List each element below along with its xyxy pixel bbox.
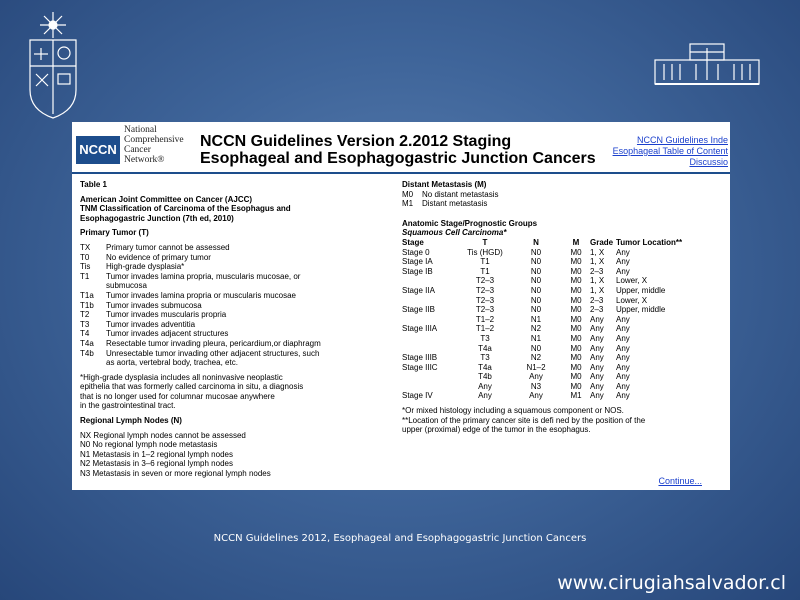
- guidelines-index-link[interactable]: NCCN Guidelines Inde: [636, 135, 728, 145]
- table-cell: Any: [590, 372, 604, 382]
- table-cell: N0: [530, 295, 542, 305]
- list-item: T4 Tumor invades adjacent structures: [80, 329, 229, 339]
- table-cell: Any: [616, 266, 630, 276]
- website-url: www.cirugiahsalvador.cl: [557, 572, 786, 594]
- table-cell: Stage IIIB: [402, 353, 438, 363]
- table-cell: Any: [616, 391, 630, 401]
- table-cell: [402, 382, 460, 392]
- header-links: [613, 135, 728, 168]
- building-logo-icon: [652, 40, 762, 88]
- table-cell: Any: [590, 353, 604, 363]
- list-item: as aorta, vertebral body, trachea, etc.: [106, 358, 238, 368]
- table-cell: N0: [530, 285, 542, 295]
- table-cell: N2: [530, 324, 542, 334]
- list-item: N0 No regional lymph node metastasis: [80, 440, 218, 450]
- table-row: [402, 286, 716, 296]
- table-cell: Any: [529, 372, 543, 382]
- list-item: Tis High-grade dysplasia*: [80, 262, 185, 272]
- table-cell: M0: [570, 353, 582, 363]
- table-row: [402, 276, 716, 286]
- title-line-2: Esophageal and Esophagogastric Junction Cancers: [200, 150, 596, 167]
- list-item: T1 Tumor invades lamina propria, muscularis mucosae, or: [80, 271, 301, 281]
- table-cell: N0: [530, 266, 542, 276]
- list-item: TX Primary tumor cannot be assessed: [80, 242, 230, 252]
- table-cell: 2–3: [590, 266, 604, 276]
- table-cell: N0: [530, 276, 542, 286]
- table-cell: Any: [616, 381, 630, 391]
- table-cell: T2–3: [475, 276, 495, 286]
- org-line: Comprehensive: [124, 135, 184, 145]
- table-row: [402, 334, 716, 344]
- table-cell: N0: [530, 343, 542, 353]
- table-cell: Any: [616, 257, 630, 267]
- table-cell: [402, 276, 460, 286]
- table-cell: T2–3: [475, 295, 495, 305]
- table-cell: Any: [590, 333, 604, 343]
- list-item: T1b Tumor invades submucosa: [80, 300, 202, 310]
- table-cell: Any: [616, 362, 630, 372]
- organization-name: [124, 125, 184, 165]
- table-row: [402, 248, 716, 258]
- table-cell: Stage IV: [402, 391, 433, 401]
- table-cell: Stage IA: [402, 257, 433, 267]
- table-cell: Any: [616, 324, 630, 334]
- table-cell: Stage IIIC: [402, 362, 438, 372]
- nccn-staging-document: [72, 122, 730, 490]
- table-cell: Any: [590, 381, 604, 391]
- table-cell: T1: [480, 266, 490, 276]
- table-cell: T3: [480, 353, 490, 363]
- table-cell: Upper, middle: [616, 285, 666, 295]
- table-row: [402, 324, 716, 334]
- table-row: [402, 315, 716, 325]
- table-cell: N3: [530, 381, 542, 391]
- table-cell: Stage IIA: [402, 285, 435, 295]
- table-cell: Any: [590, 362, 604, 372]
- table-cell: Any: [590, 391, 604, 401]
- list-item: submucosa: [106, 281, 147, 291]
- table-row: [402, 267, 716, 277]
- table-cell: Any: [478, 391, 492, 401]
- table-cell: Stage IIIA: [402, 324, 438, 334]
- table-cell: M1: [570, 391, 582, 401]
- table-cell: [402, 372, 460, 382]
- table-cell: 1, X: [590, 247, 605, 257]
- table-cell: Upper, middle: [616, 305, 666, 315]
- table-cell: [402, 344, 460, 354]
- table-cell: Any: [616, 247, 630, 257]
- table-cell: 1, X: [590, 257, 605, 267]
- table-cell: Any: [616, 333, 630, 343]
- ajcc-heading-line: Esophagogastric Junction (7th ed, 2010): [80, 213, 234, 223]
- title-line-1: NCCN Guidelines Version 2.2012 Staging: [200, 133, 512, 150]
- table-cell: M0: [570, 372, 582, 382]
- table-cell: Stage IIB: [402, 305, 435, 315]
- primary-tumor-heading: Primary Tumor (T): [80, 228, 149, 238]
- table-cell: Any: [590, 314, 604, 324]
- table-cell: Lower, X: [616, 276, 648, 286]
- table-cell: Any: [616, 353, 630, 363]
- table-cell: Any: [590, 324, 604, 334]
- org-line: Cancer: [124, 145, 151, 155]
- table-cell: Stage IB: [402, 266, 433, 276]
- header-divider: [72, 172, 730, 174]
- nccn-logo: NCCN: [76, 136, 120, 164]
- table-cell: M0: [570, 305, 582, 315]
- table-cell: 1, X: [590, 285, 605, 295]
- university-crest-icon: [24, 10, 82, 122]
- table-cell: M0: [570, 295, 582, 305]
- table-cell: Any: [616, 314, 630, 324]
- table-row: [402, 257, 716, 267]
- list-item: N3 Metastasis in seven or more regional lymph nodes: [80, 469, 271, 479]
- table-cell: Any: [478, 381, 492, 391]
- table-row: [402, 353, 716, 363]
- list-item: M1 Distant metastasis: [402, 199, 488, 209]
- table-cell: Any: [616, 372, 630, 382]
- table-row: [402, 344, 716, 354]
- left-column: [80, 180, 400, 479]
- table-cell: Stage 0: [402, 247, 430, 257]
- table-cell: T1: [480, 257, 490, 267]
- table-cell: 1, X: [590, 276, 605, 286]
- table-cell: T2–3: [475, 285, 495, 295]
- org-line: National: [124, 125, 157, 135]
- table-row: [402, 305, 716, 315]
- distant-metastasis-heading: Distant Metastasis (M): [402, 180, 487, 189]
- list-item: N1 Metastasis in 1–2 regional lymph nodes: [80, 449, 233, 459]
- table-cell: M0: [570, 247, 582, 257]
- table-cell: N2: [530, 353, 542, 363]
- table-cell: [402, 296, 460, 306]
- tumor-list: [80, 243, 400, 368]
- table-cell: T4a: [478, 343, 492, 353]
- table-cell: Any: [590, 343, 604, 353]
- table-cell: M0: [570, 276, 582, 286]
- table-cell: M0: [570, 333, 582, 343]
- stage-groups-heading: Anatomic Stage/Prognostic Groups: [402, 218, 538, 228]
- list-item: N2 Metastasis in 3–6 regional lymph nodes: [80, 459, 233, 469]
- table-cell: M0: [570, 285, 582, 295]
- dysplasia-footnote: *High-grade dysplasia includes all noninvasive neoplastic epithelia that was formerly called carcinoma in situ, a diagnosis that is no longer used for columnar mucosae anywhere in the gastrointestinal tract.: [80, 372, 304, 411]
- table-cell: M0: [570, 314, 582, 324]
- table-cell: T4a: [478, 362, 492, 372]
- list-item: T2 Tumor invades muscularis propria: [80, 310, 227, 320]
- node-list: [80, 431, 400, 479]
- list-item: T3 Tumor invades adventitia: [80, 319, 196, 329]
- table-cell: Tis (HGD): [467, 247, 503, 257]
- table-row: [402, 382, 716, 392]
- table-row: [402, 363, 716, 373]
- table-cell: 2–3: [590, 295, 604, 305]
- table-cell: T4b: [478, 372, 492, 382]
- document-header: [72, 122, 730, 172]
- table-cell: N0: [530, 257, 542, 267]
- table-label: Table 1: [80, 180, 107, 189]
- list-item: T1a Tumor invades lamina propria or muscularis mucosae: [80, 290, 296, 300]
- table-cell: Any: [529, 391, 543, 401]
- table-cell: Any: [616, 343, 630, 353]
- table-row: [402, 391, 716, 401]
- table-cell: M0: [570, 324, 582, 334]
- table-header-row: Stage T N M Grade Tumor Location**: [402, 237, 683, 247]
- table-cell: N1: [530, 314, 542, 324]
- table-cell: M0: [570, 266, 582, 276]
- table-of-contents-link[interactable]: Esophageal Table of Content: [612, 146, 728, 156]
- org-line: Network®: [124, 155, 165, 165]
- list-item: T0 No evidence of primary tumor: [80, 252, 211, 262]
- table-cell: Lower, X: [616, 295, 648, 305]
- table-cell: M0: [570, 343, 582, 353]
- table-cell: 2–3: [590, 305, 604, 315]
- table-cell: M0: [570, 381, 582, 391]
- table-cell: N1–2: [526, 362, 546, 372]
- table-cell: M0: [570, 362, 582, 372]
- ajcc-heading-line: TNM Classification of Carcinoma of the Esophagus and: [80, 204, 291, 214]
- table-cell: M0: [570, 257, 582, 267]
- table-cell: N0: [530, 247, 542, 257]
- table-cell: N0: [530, 305, 542, 315]
- table-cell: N1: [530, 333, 542, 343]
- list-item: T4a Resectable tumor invading pleura, pericardium,or diaphragm: [80, 338, 321, 348]
- table-cell: T1–2: [475, 324, 495, 334]
- table-cell: [402, 334, 460, 344]
- table-cell: T1–2: [475, 314, 495, 324]
- squamous-subheading: Squamous Cell Carcinoma*: [402, 228, 507, 238]
- ajcc-heading-line: American Joint Committee on Cancer (AJCC): [80, 194, 253, 204]
- table-row: [402, 372, 716, 382]
- list-item: NX Regional lymph nodes cannot be assessed: [80, 430, 246, 440]
- table-row: [402, 296, 716, 306]
- continue-link[interactable]: Continue...: [658, 476, 702, 486]
- slide-caption: NCCN Guidelines 2012, Esophageal and Esophagogastric Junction Cancers: [213, 533, 587, 544]
- list-item: T4b Unresectable tumor invading other adjacent structures, such: [80, 348, 320, 358]
- table-cell: T3: [480, 333, 490, 343]
- discussion-link[interactable]: Discussio: [689, 157, 728, 167]
- list-item: M0 No distant metastasis: [402, 189, 499, 199]
- document-title: [200, 133, 596, 167]
- table-cell: [402, 315, 460, 325]
- table-cell: T2–3: [475, 305, 495, 315]
- right-column: [402, 180, 727, 435]
- stage-table: [402, 238, 716, 401]
- stage-footnote: *Or mixed histology including a squamous component or NOS. **Location of the primary cancer site is defi ned by the position of the upper (proximal) edge of the tumor in the esophagus.: [402, 406, 646, 435]
- regional-nodes-heading: Regional Lymph Nodes (N): [80, 416, 182, 426]
